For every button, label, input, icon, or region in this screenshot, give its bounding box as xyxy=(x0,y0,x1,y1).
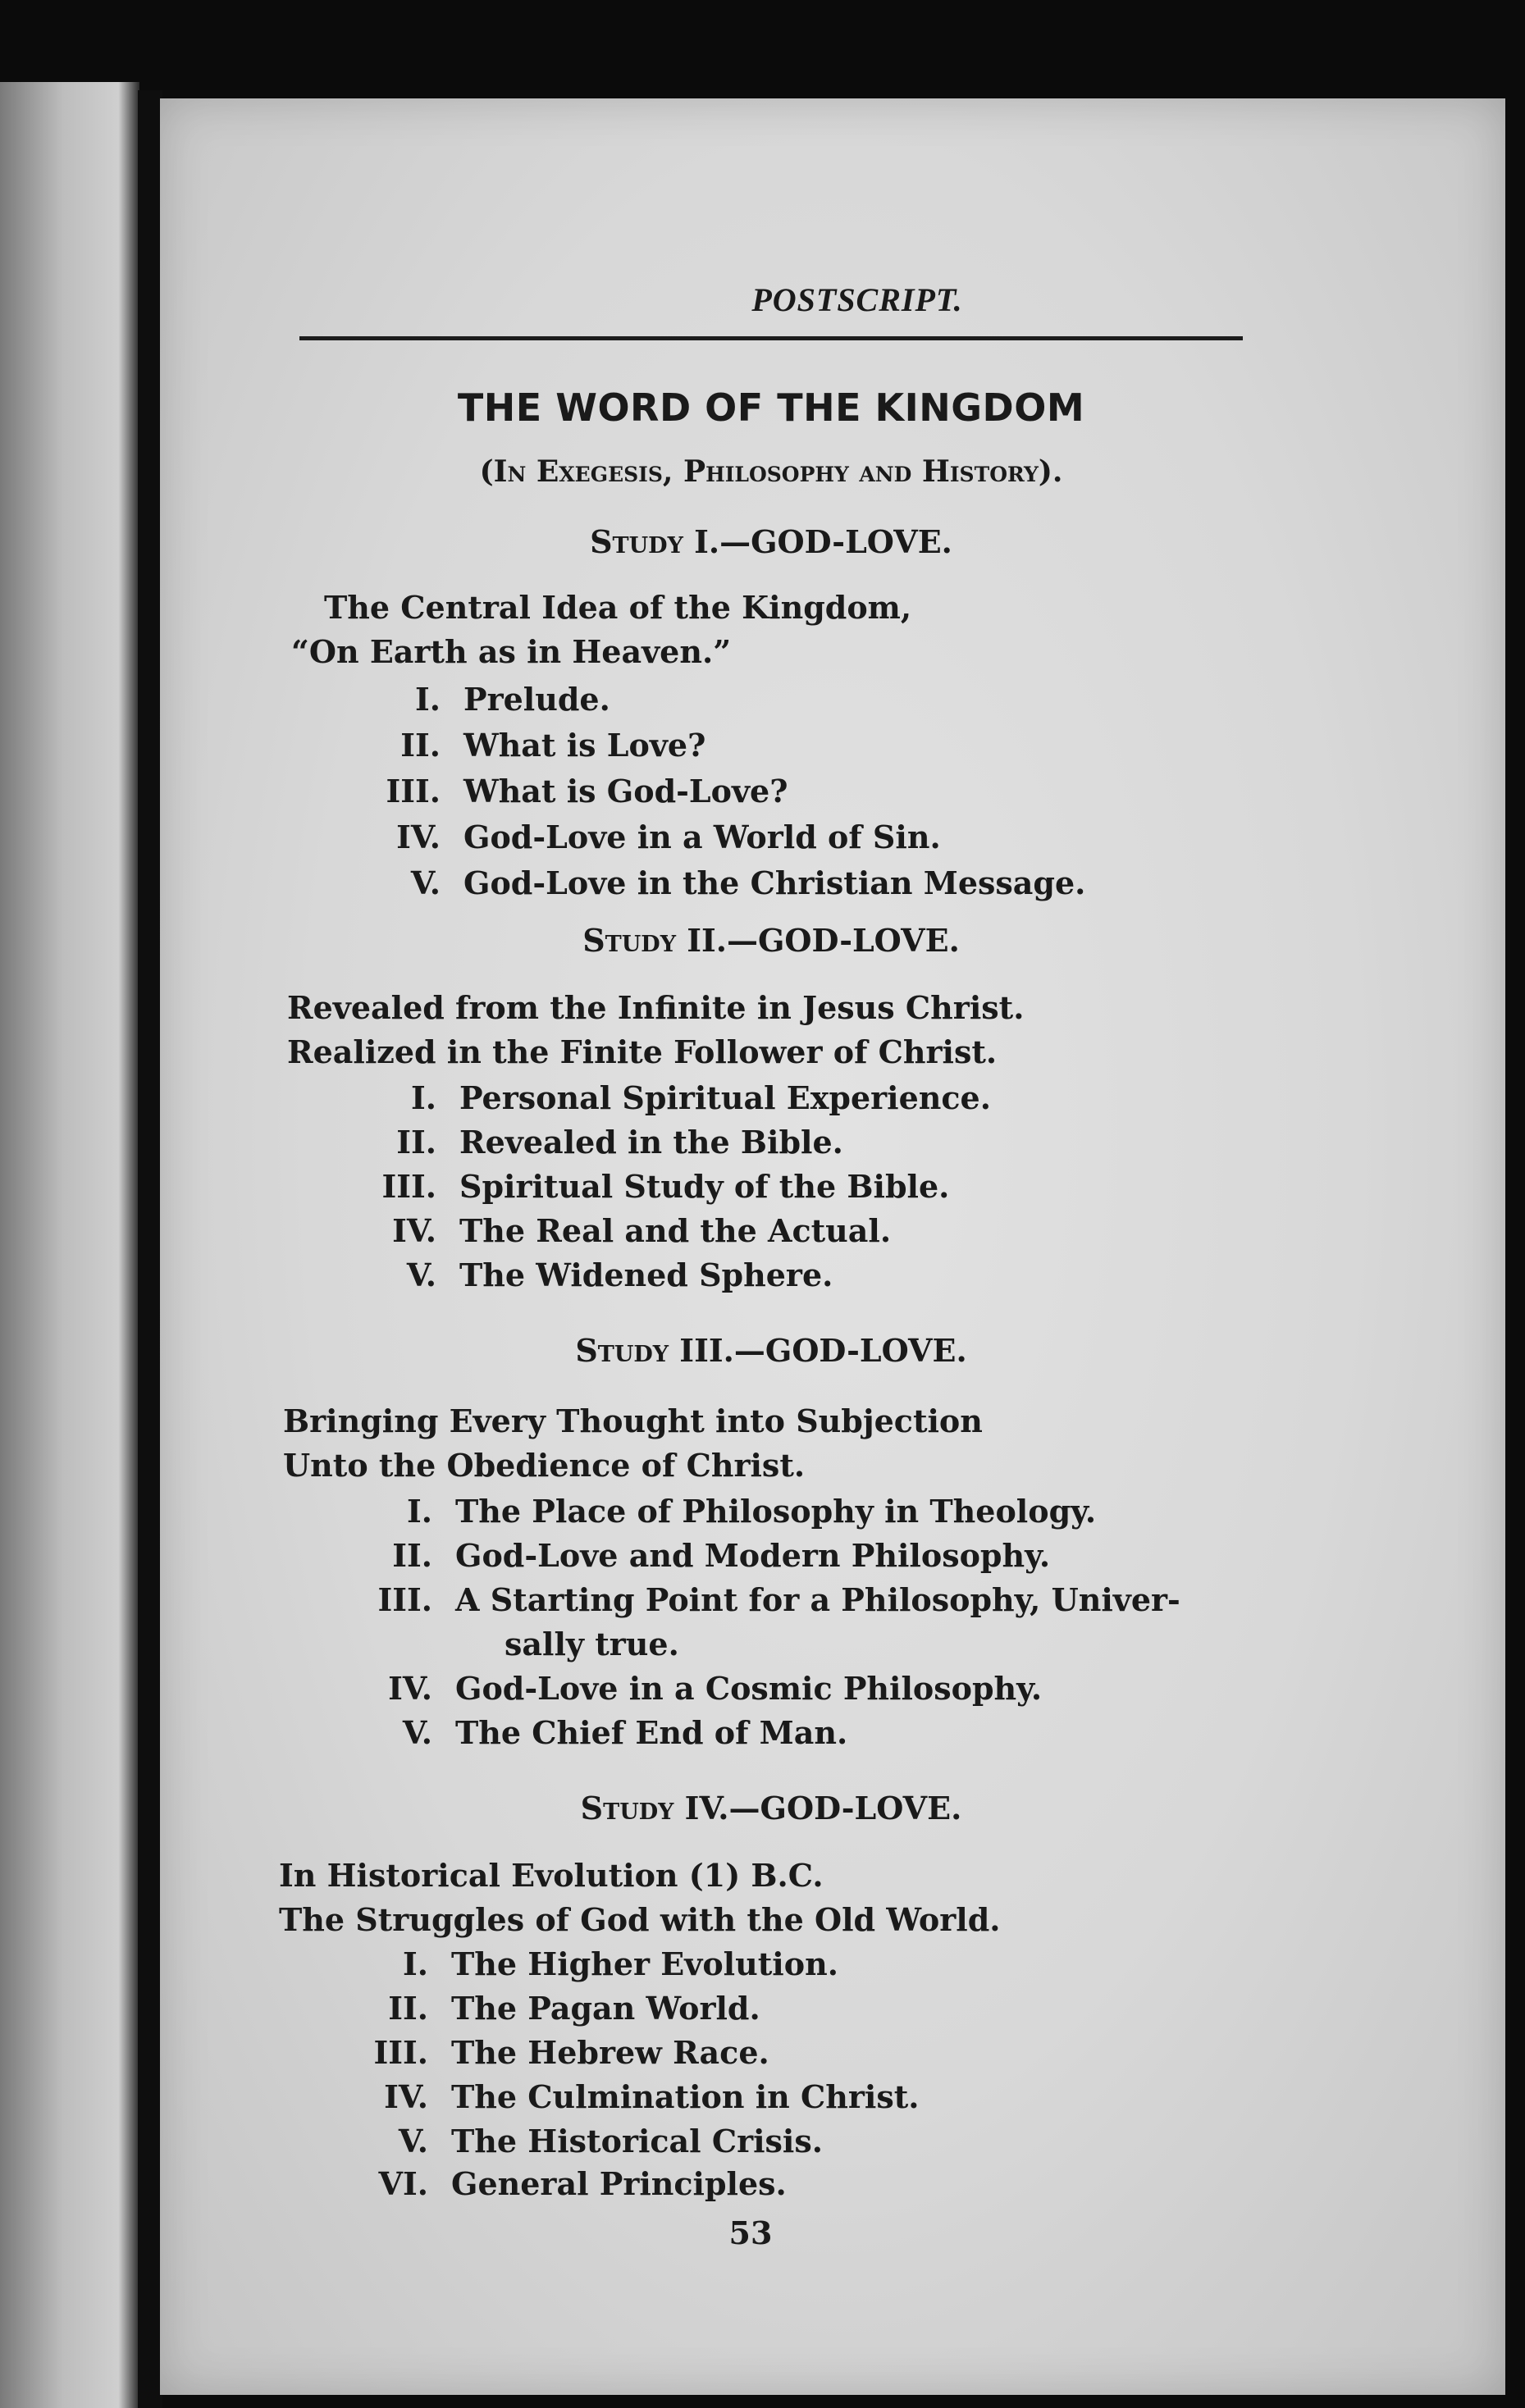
item-number: VI. xyxy=(378,2165,428,2202)
item-text: The Place of Philosophy in Theology. xyxy=(455,1493,1097,1530)
item-text: The Culmination in Christ. xyxy=(451,2078,920,2115)
item-text: What is Love? xyxy=(463,727,706,764)
item-number: I. xyxy=(414,681,441,718)
list-item xyxy=(396,1124,843,1161)
study-topic: —GOD-LOVE. xyxy=(728,1790,962,1827)
study-intro-line: In Historical Evolution (1) B.C. xyxy=(279,1857,824,1894)
item-text: God-Love and Modern Philosophy. xyxy=(455,1537,1051,1574)
study-intro-line: Revealed from the Infinite in Jesus Christ. xyxy=(287,989,1025,1026)
item-number: I. xyxy=(406,1493,432,1530)
item-number: I. xyxy=(402,1945,428,1982)
item-text: What is God-Love? xyxy=(463,773,788,810)
list-item xyxy=(388,1990,760,2027)
list-item xyxy=(410,1079,991,1116)
item-number: III. xyxy=(377,1581,432,1618)
list-item xyxy=(373,2034,769,2071)
study-heading xyxy=(299,922,1243,959)
item-text: The Historical Crisis. xyxy=(451,2123,823,2159)
item-continuation: sally true. xyxy=(505,1626,679,1662)
list-item xyxy=(406,1256,833,1293)
study-label: Study IV. xyxy=(580,1790,729,1827)
study-intro-line: Unto the Obedience of Christ. xyxy=(283,1447,806,1484)
list-item xyxy=(388,1670,1043,1707)
item-number: III. xyxy=(381,1168,436,1205)
item-text: God-Love in a World of Sin. xyxy=(463,819,941,855)
item-number: V. xyxy=(410,864,441,901)
item-text: Spiritual Study of the Bible. xyxy=(459,1168,950,1205)
study-intro-line: The Central Idea of the Kingdom, xyxy=(324,589,912,626)
item-number: IV. xyxy=(384,2078,428,2115)
list-item xyxy=(414,681,610,718)
item-text: The Chief End of Man. xyxy=(455,1714,848,1751)
list-item xyxy=(381,1168,950,1205)
list-item xyxy=(396,819,941,855)
item-number: II. xyxy=(396,1124,436,1161)
item-text: The Higher Evolution. xyxy=(451,1945,838,1982)
item-number: I. xyxy=(410,1079,436,1116)
list-item xyxy=(392,1212,892,1249)
item-text: God-Love in the Christian Message. xyxy=(463,864,1086,901)
item-text: God-Love in a Cosmic Philosophy. xyxy=(455,1670,1043,1707)
study-topic: —GOD-LOVE. xyxy=(726,922,960,959)
item-number: II. xyxy=(388,1990,428,2027)
item-number: II. xyxy=(392,1537,432,1574)
study-heading xyxy=(299,523,1243,560)
list-item xyxy=(392,1537,1051,1574)
facing-page-edge xyxy=(0,82,139,2408)
running-head: POSTSCRIPT. xyxy=(751,281,963,318)
list-item xyxy=(386,773,788,810)
study-intro-line: The Struggles of God with the Old World. xyxy=(279,1901,1001,1938)
study-heading xyxy=(299,1332,1243,1369)
study-heading xyxy=(299,1790,1243,1827)
item-text: The Real and the Actual. xyxy=(459,1212,892,1249)
study-label: Study II. xyxy=(582,922,727,959)
item-text: The Hebrew Race. xyxy=(451,2034,769,2071)
list-item xyxy=(402,1945,838,1982)
item-number: II. xyxy=(400,727,441,764)
list-item xyxy=(384,2078,920,2115)
book-page xyxy=(160,98,1505,2395)
item-number: IV. xyxy=(392,1212,436,1249)
item-number: V. xyxy=(398,2123,428,2159)
page-subtitle: (In Exegesis, Philosophy and History). xyxy=(479,454,1063,489)
list-item xyxy=(378,2165,787,2202)
list-item xyxy=(400,727,706,764)
study-intro-line: Realized in the Finite Follower of Christ. xyxy=(287,1033,998,1070)
study-intro-line: “On Earth as in Heaven.” xyxy=(291,633,732,670)
item-number: III. xyxy=(373,2034,428,2071)
item-text: Personal Spiritual Experience. xyxy=(459,1079,991,1116)
item-number: IV. xyxy=(396,819,441,855)
item-number: V. xyxy=(402,1714,432,1751)
study-intro-line: Bringing Every Thought into Subjection xyxy=(283,1402,983,1439)
list-item xyxy=(377,1581,1180,1618)
list-item xyxy=(406,1493,1097,1530)
study-topic: —GOD-LOVE. xyxy=(719,523,952,560)
item-text: The Widened Sphere. xyxy=(459,1256,833,1293)
item-text: A Starting Point for a Philosophy, Univer- xyxy=(455,1581,1180,1618)
item-text: The Pagan World. xyxy=(451,1990,760,2027)
study-topic: —GOD-LOVE. xyxy=(733,1332,967,1369)
header-rule xyxy=(299,336,1243,340)
list-item xyxy=(410,864,1086,901)
list-item xyxy=(402,1714,848,1751)
study-label: Study III. xyxy=(575,1332,734,1369)
item-number: III. xyxy=(386,773,441,810)
item-number: V. xyxy=(406,1256,436,1293)
item-text: General Principles. xyxy=(451,2165,787,2202)
item-text: Revealed in the Bible. xyxy=(459,1124,843,1161)
book-gutter xyxy=(138,90,162,2408)
page-number: 53 xyxy=(728,2214,773,2251)
page-title: THE WORD OF THE KINGDOM xyxy=(457,385,1085,430)
list-item xyxy=(398,2123,823,2159)
item-number: IV. xyxy=(388,1670,432,1707)
study-label: Study I. xyxy=(590,523,720,560)
item-text: Prelude. xyxy=(463,681,610,718)
